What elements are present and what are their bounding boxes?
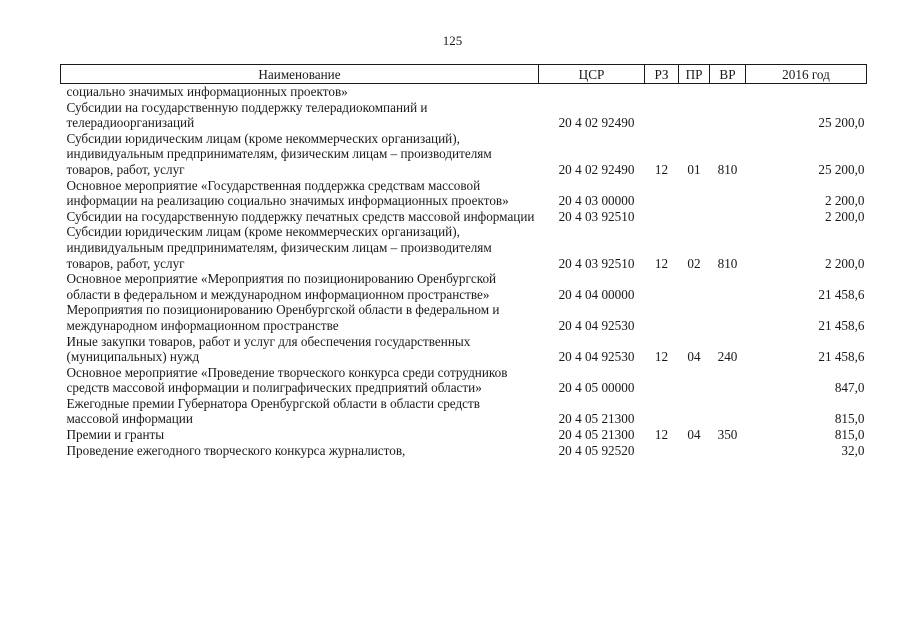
- cell-rz: [645, 443, 679, 459]
- cell-csr: 20 4 05 00000: [558, 380, 635, 396]
- cell-csr: 20 4 02 92490: [558, 161, 635, 177]
- cell-pr: [679, 302, 710, 333]
- cell-year-2016: [746, 84, 867, 100]
- cell-csr: 20 4 04 92530: [558, 349, 635, 365]
- cell-year-2016: 21 458,6: [818, 286, 865, 302]
- column-header-year: 2016 год: [746, 65, 867, 84]
- cell-pr: [679, 271, 710, 302]
- cell-vr: [710, 443, 746, 459]
- table-row: [61, 84, 867, 100]
- cell-year-2016: 815,0: [834, 411, 865, 427]
- cell-pr: [679, 396, 710, 427]
- cell-csr: 20 4 04 00000: [558, 286, 635, 302]
- cell-name: Мероприятия по позиционированию Оренбургской области в федеральном и международном информационном пространстве: [66, 302, 500, 333]
- cell-year-2016: 2 200,0: [824, 193, 865, 209]
- table-header: [61, 65, 867, 84]
- column-header-csr: ЦСР: [539, 65, 645, 84]
- cell-csr: 20 4 03 92510: [558, 255, 635, 271]
- table-row: [61, 271, 867, 302]
- table-row: [61, 396, 867, 427]
- budget-table: [60, 64, 867, 458]
- table-body: [61, 84, 867, 459]
- cell-pr: [679, 365, 710, 396]
- cell-name: Основное мероприятие «Проведение творческого конкурса среди сотрудников средств массовой информации и полиграфических предприятий области»: [66, 364, 508, 396]
- cell-name: Ежегодные премии Губернатора Оренбургской области в области средств массовой информации: [66, 395, 481, 427]
- cell-vr: [710, 178, 746, 209]
- cell-name: Основное мероприятие «Мероприятия по позиционированию Оренбургской области в федеральном и международном информационном пространстве»: [66, 271, 497, 302]
- cell-name: Иные закупки товаров, работ и услуг для обеспечения государственных (муниципальных) нужд: [66, 333, 471, 365]
- table-row: [61, 443, 867, 459]
- cell-pr: [679, 178, 710, 209]
- table-row: [61, 131, 867, 178]
- cell-year-2016: 25 200,0: [818, 161, 865, 177]
- cell-pr: 04: [687, 349, 701, 365]
- cell-rz: [645, 302, 679, 333]
- cell-rz: [645, 84, 679, 100]
- column-header-vr: ВР: [710, 65, 746, 84]
- cell-csr: 20 4 03 00000: [558, 193, 635, 209]
- table-row: [61, 427, 867, 443]
- cell-name: социально значимых информационных проектов»: [66, 84, 348, 99]
- cell-pr: 01: [687, 161, 701, 177]
- table-row: [61, 302, 867, 333]
- cell-csr: 20 4 03 92510: [558, 208, 635, 224]
- header-row: [61, 65, 867, 84]
- cell-year-2016: 32,0: [841, 442, 865, 458]
- table-row: [61, 334, 867, 365]
- cell-name: Субсидии юридическим лицам (кроме некоммерческих организаций), индивидуальным предпринимателям, физическим лицам – производителям товаров, работ, услуг: [66, 224, 492, 271]
- cell-year-2016: 815,0: [834, 427, 865, 443]
- cell-rz: [645, 271, 679, 302]
- cell-vr: [710, 84, 746, 100]
- cell-rz: [645, 100, 679, 131]
- cell-year-2016: 21 458,6: [818, 317, 865, 333]
- cell-name: Субсидии юридическим лицам (кроме некоммерческих организаций), индивидуальным предпринимателям, физическим лицам – производителям товаров, работ, услуг: [66, 130, 492, 177]
- cell-name: Премии и гранты: [66, 427, 165, 443]
- table-row: [61, 100, 867, 131]
- cell-vr: [710, 100, 746, 131]
- column-header-rz: РЗ: [645, 65, 679, 84]
- cell-year-2016: 21 458,6: [818, 349, 865, 365]
- cell-vr: [710, 302, 746, 333]
- table-row: [61, 178, 867, 209]
- cell-rz: 12: [654, 427, 669, 443]
- cell-rz: [645, 178, 679, 209]
- cell-rz: [645, 365, 679, 396]
- cell-pr: [679, 100, 710, 131]
- cell-pr: 02: [687, 255, 701, 271]
- cell-name: Основное мероприятие «Государственная поддержка средствам массовой информации на реализацию социально значимых информационных проектов»: [66, 177, 509, 209]
- cell-vr: [710, 271, 746, 302]
- cell-vr: 810: [717, 255, 738, 271]
- cell-vr: 240: [717, 349, 738, 365]
- cell-csr: 20 4 04 92530: [558, 317, 635, 333]
- cell-vr: 810: [717, 161, 738, 177]
- cell-rz: 12: [654, 255, 669, 271]
- cell-year-2016: 25 200,0: [818, 115, 865, 131]
- cell-csr: 20 4 05 92520: [558, 442, 635, 458]
- cell-year-2016: 847,0: [834, 380, 865, 396]
- cell-name: Субсидии на государственную поддержку телерадиокомпаний и телерадиоорганизаций: [66, 99, 428, 131]
- page-number: 125: [442, 33, 463, 48]
- cell-csr: 20 4 02 92490: [558, 115, 635, 131]
- cell-year-2016: 2 200,0: [824, 208, 865, 224]
- cell-vr: 350: [717, 427, 738, 443]
- table-row: [61, 224, 867, 271]
- cell-pr: [679, 84, 710, 100]
- cell-pr: [679, 443, 710, 459]
- column-header-pr: ПР: [679, 65, 710, 84]
- cell-pr: [679, 209, 710, 225]
- column-header-name: Наименование: [61, 65, 539, 84]
- cell-year-2016: 2 200,0: [824, 255, 865, 271]
- cell-rz: 12: [654, 349, 669, 365]
- cell-csr: 20 4 05 21300: [558, 411, 635, 427]
- cell-pr: 04: [687, 427, 701, 443]
- cell-name: Субсидии на государственную поддержку печатных средств массовой информации: [66, 208, 535, 224]
- cell-vr: [710, 396, 746, 427]
- cell-vr: [710, 365, 746, 396]
- table-row: [61, 209, 867, 225]
- cell-csr: 20 4 05 21300: [558, 427, 635, 443]
- cell-csr: [539, 84, 645, 100]
- table-row: [61, 365, 867, 396]
- cell-rz: [645, 396, 679, 427]
- cell-vr: [710, 209, 746, 225]
- cell-name: Проведение ежегодного творческого конкурса журналистов,: [66, 442, 406, 458]
- cell-rz: 12: [654, 161, 669, 177]
- cell-rz: [645, 209, 679, 225]
